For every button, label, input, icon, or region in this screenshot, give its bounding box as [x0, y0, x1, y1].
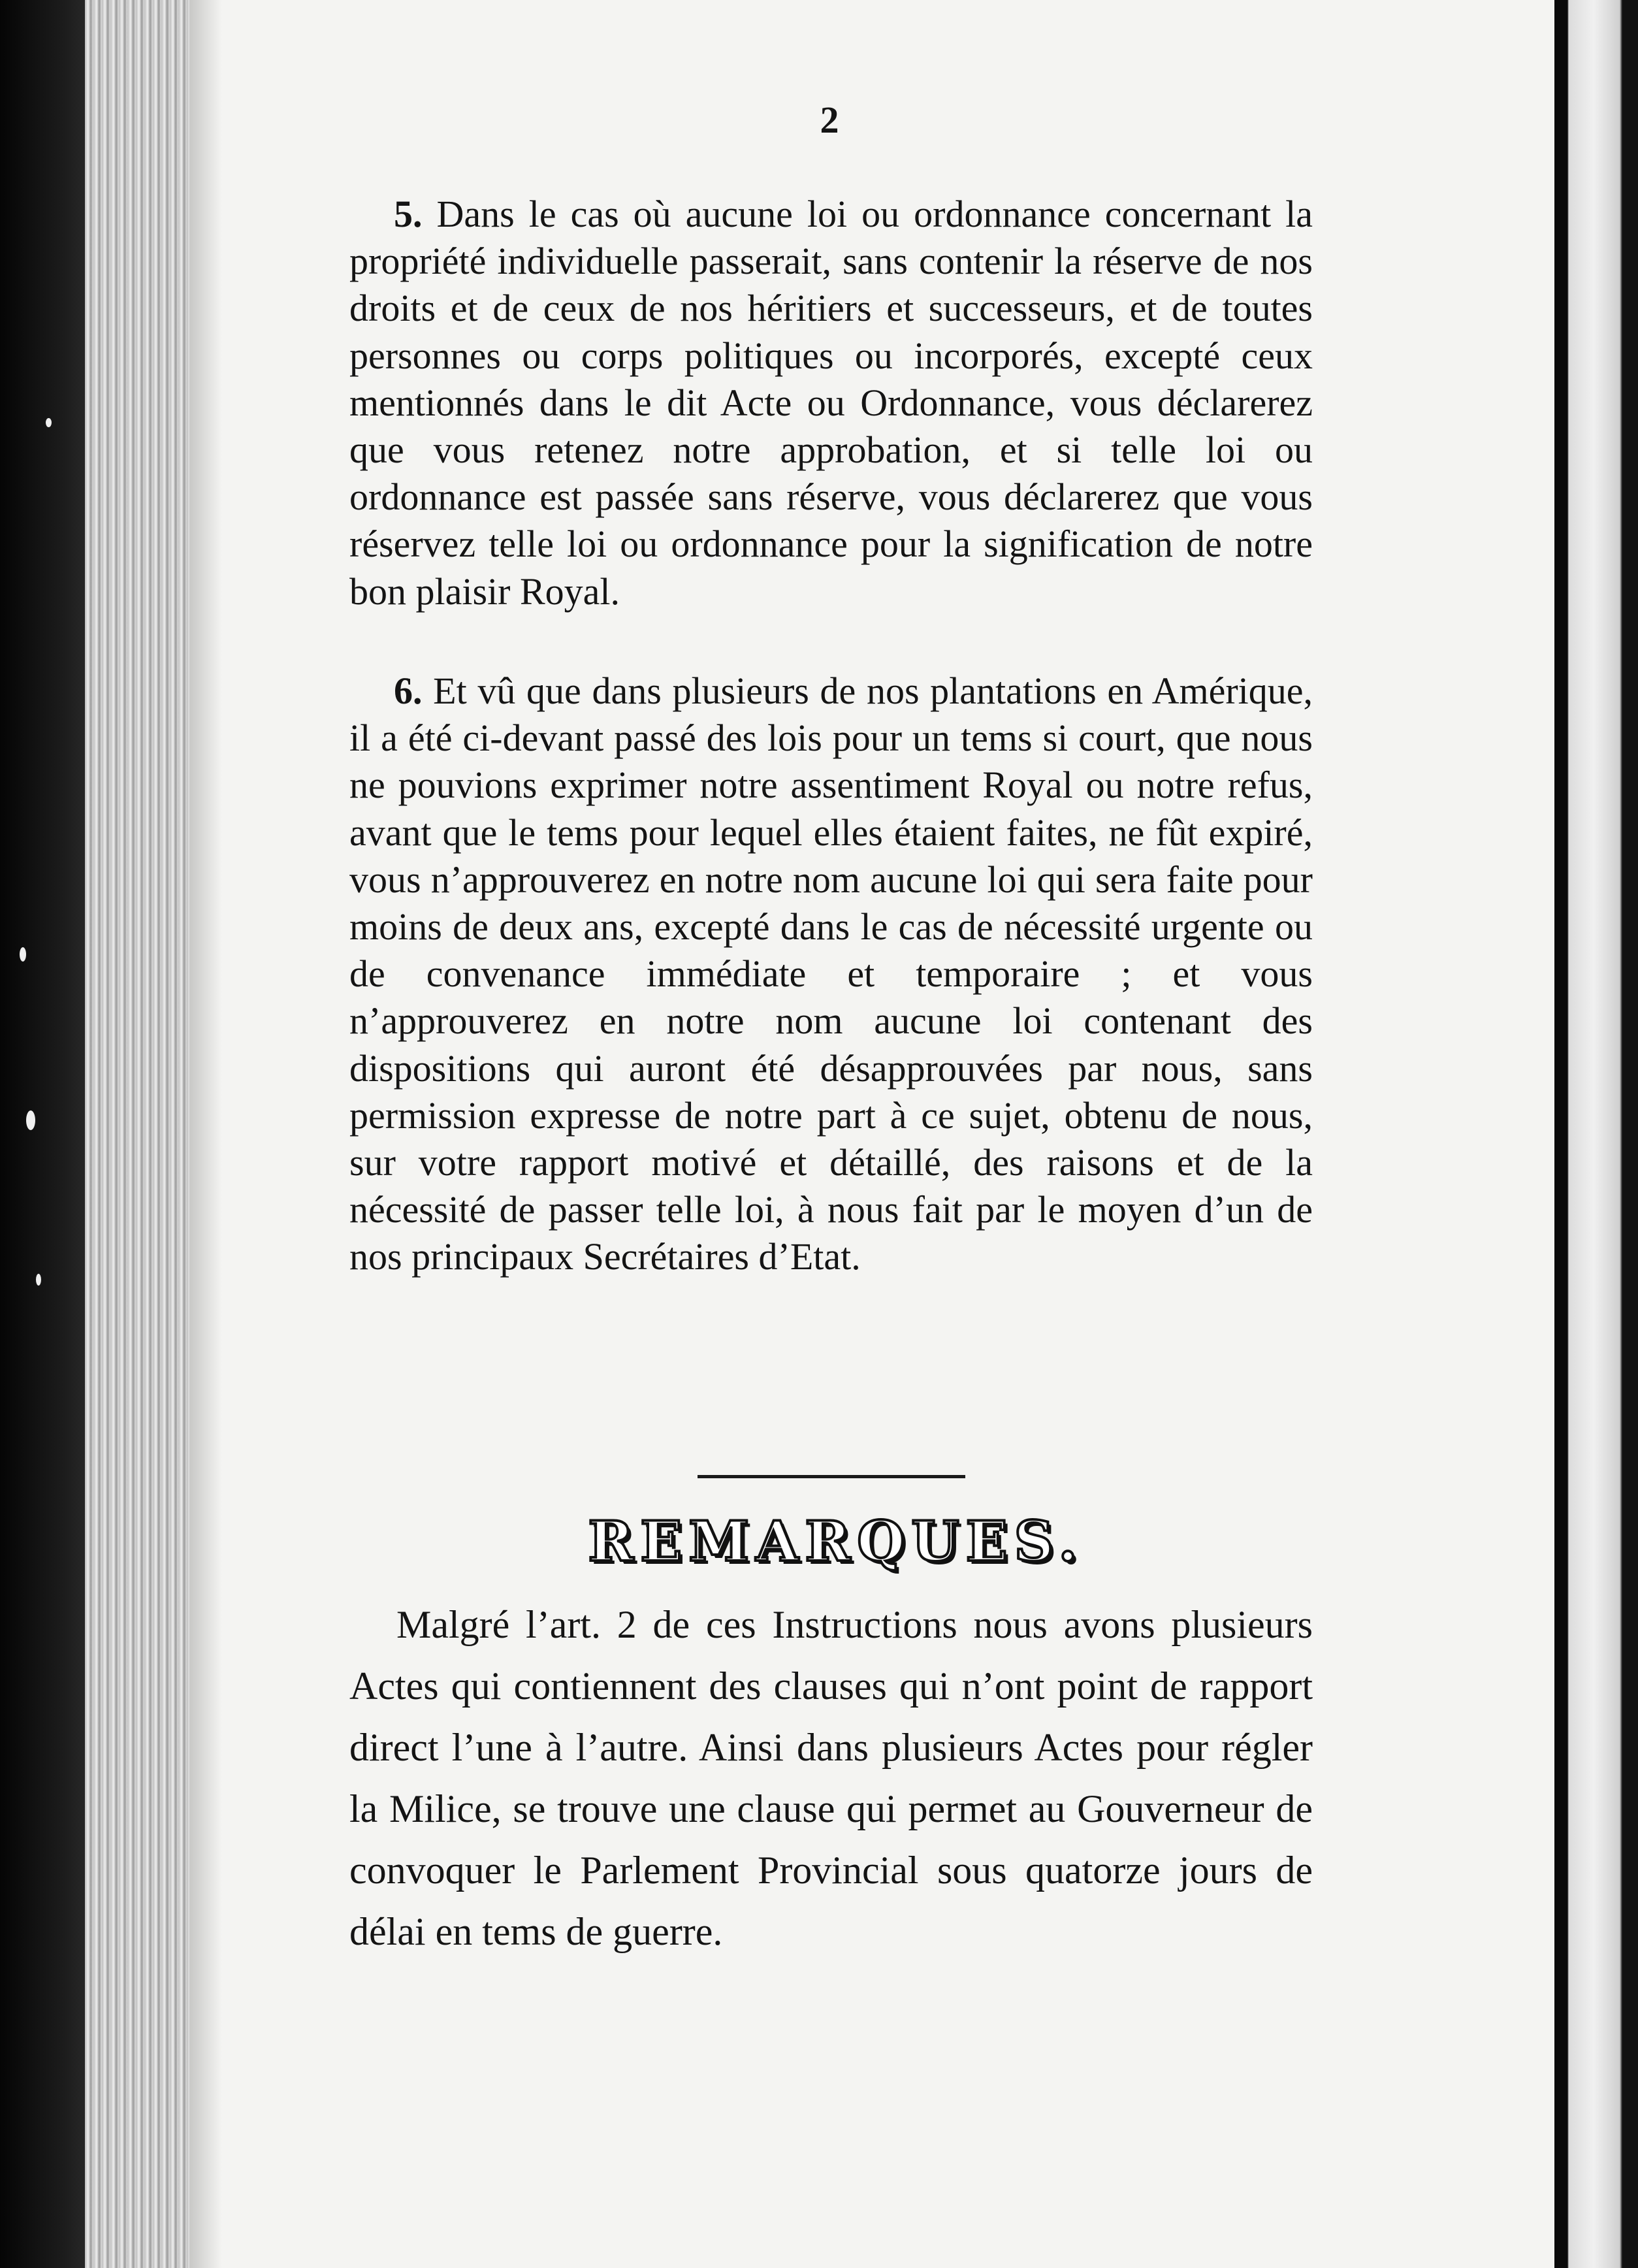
paragraph-5-number: 5. — [394, 193, 423, 235]
remarks-heading: REMARQUES. — [588, 1509, 1084, 1574]
paragraph-6-text: Et vû que dans plusieurs de nos plantations en Amérique, il a été ci-devant passé des lois pour un tems si court, que nous ne pouvions exprimer notre assentiment Royal ou notre refus, avant que le tems pour lequel elles étaient faites, ne fût expiré, vous n’approuverez en notre nom aucune loi qui sera faite pour moins de deux ans, excepté dans le cas de nécessité urgente ou de convenance immédiate et temporaire ; et vous n’approuverez en notre nom aucune loi contenant des dispositions qui auront été désapprouvées par nous, sans permission expresse de notre part à ce sujet, obtenu de nous, sur votre rapport motivé et détaillé, des raisons et de la nécessité de passer telle loi, à nous fait par le moyen d’un de nos principaux Secrétaires d’Etat. — [349, 670, 1313, 1278]
paragraph-6-number: 6. — [394, 670, 423, 712]
paragraph-5-text: Dans le cas où aucune loi ou ordonnance concernant la propriété individuelle passerait, sans contenir la réserve de nos droits et de ceux de nos héritiers et successeurs, et de toutes personnes ou corps politiques ou incorporés, excepté ceux mentionnés dans le dit Acte ou Ordonnance, vous déclarerez que vous retenez notre approbation, et si telle loi ou ordonnance est passée sans réserve, vous déclarerez que vous réservez telle loi ou ordonnance pour la signification de notre bon plaisir Royal. — [349, 193, 1313, 613]
scan-speck — [36, 1274, 41, 1286]
scan-background — [0, 0, 91, 2268]
section-divider — [698, 1475, 965, 1478]
paragraph-6 — [349, 668, 1313, 1281]
paragraph-5 — [349, 191, 1313, 615]
scan-speck — [20, 947, 26, 962]
next-page-edge — [1554, 0, 1638, 2268]
scan-speck — [46, 418, 52, 427]
page-number: 2 — [820, 99, 839, 141]
page-gutter-shadow — [189, 0, 222, 2268]
book-page-edges — [85, 0, 189, 2268]
scan-speck — [26, 1110, 35, 1130]
remarks-paragraph: Malgré l’art. 2 de ces Instructions nous avons plusieurs Actes qui contiennent des clauses qui n’ont point de rapport direct l’une à l’autre. Ainsi dans plusieurs Actes pour régler la Milice, se trouve une clause qui permet au Gouverneur de convoquer le Parlement Provincial sous quatorze jours de délai en tems de guerre. — [349, 1603, 1313, 1953]
